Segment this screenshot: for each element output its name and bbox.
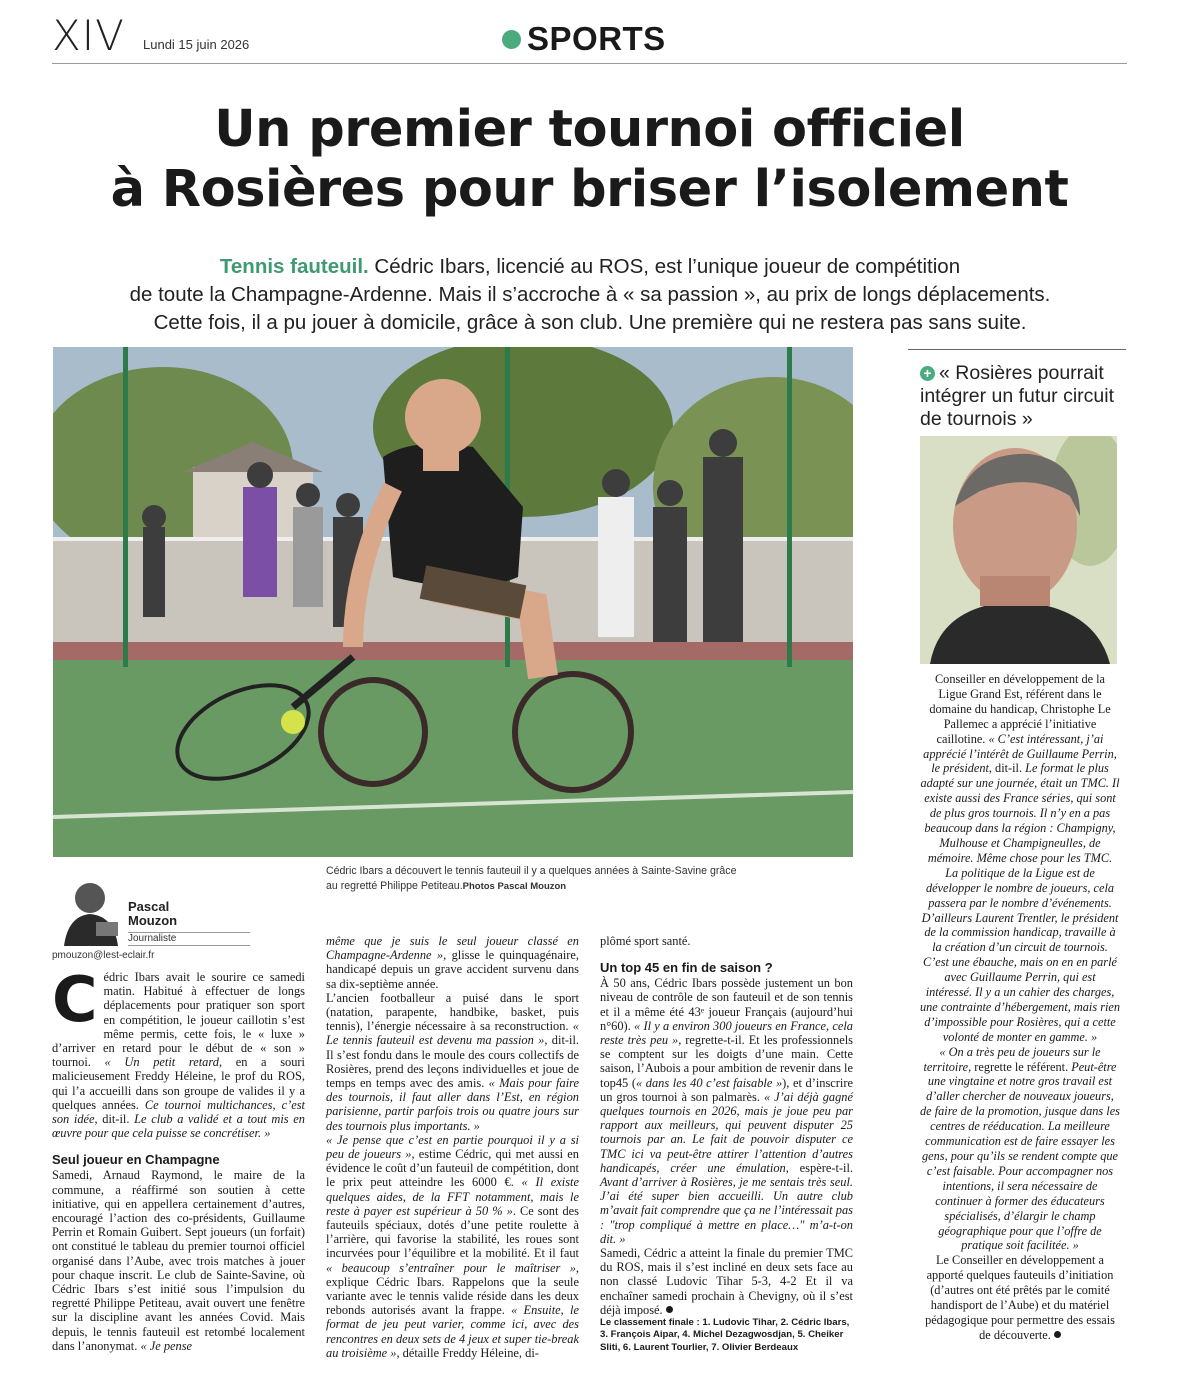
author-email[interactable]: pmouzon@lest-eclair.fr — [52, 950, 155, 961]
author-last-name: Mouzon — [128, 913, 178, 928]
sidebar-p1-quote: « C’est intéressant, j’ai apprécié l’intérêt de Guillaume Perrin, le président — [923, 731, 1117, 776]
article-column-1 — [52, 963, 306, 1353]
author-byline — [52, 872, 252, 962]
quote-run: « Il existe quelques aides, de la FFT notamment, mais le reste à payer est supérieur à 50 % » — [326, 1175, 579, 1218]
text-run: Samedi, Arnaud Raymond, le maire de la commune, a réaffirmé son soutien à cette initiative, qui en appellera certainement d’autres, encouragé l’action des co-présidents, Guillaume Perrin et Romain Guibert. Sept joueurs (un forfait) ont constitué le tableau du premier tournoi officiel organisé dans l’Aube, avec trois matches à jouer pour chaque inscrit. Le club de Sainte-Savine, où Cédric Ibars s’est initié sous l’impulsion du regretté Philippe Petiteau, avait ouvert une fenêtre sur la discipline avant les années Covid. Mais depuis, le tennis fauteuil est retombé localement dans l’anonymat. — [52, 1168, 305, 1353]
section-tag — [502, 20, 666, 58]
sidebar-p3-text: Le Conseiller en développement a apporté quelques fauteuils d’initiation (d’autres ont été prêtés par le comité handisport de l’Aube) et du matériel pédagogique pour permettre des essais de découverte. — [925, 1253, 1115, 1342]
author-photo — [56, 876, 126, 946]
photo-caption — [326, 864, 746, 894]
article-paragraph — [326, 991, 579, 1133]
headline-line-1: Un premier tournoi officiel — [214, 100, 965, 159]
text-run: , détaille Freddy Héleine, di- — [396, 1345, 539, 1360]
quote-run: « Ensuite, le format de jeu peut varier, comme ici, avec des rencontres en deux sets de 4 jeux et super tie-break au troisième » — [326, 1303, 579, 1360]
page-date: Lundi 15 juin 2026 — [143, 37, 250, 52]
quote-run: « dans les 40 c’est faisable » — [635, 1075, 783, 1090]
article-column-2 — [326, 934, 579, 1360]
section-label: SPORTS — [527, 20, 666, 57]
subheading-seul-joueur: Seul joueur en Champagne — [52, 1152, 220, 1168]
section-dot-icon — [502, 30, 521, 49]
lead-line-2: de toute la Champagne-Ardenne. Mais il s’accroche à « sa passion », au prix de longs déplacements. — [129, 283, 1051, 306]
christophe-le-pallemec-portrait — [920, 436, 1117, 664]
lead-paragraph — [80, 253, 1100, 337]
quote-run: « Un petit retard — [90, 1055, 219, 1070]
quote-run: Avant d’arriver à Rosières, je me sentais très seul. J’ai été super bien accueilli. Un autre club m’avait fait comprendre que ça ne l’intéressait pas : "trop compliqué à mettre en place…" m’a-t-on dit. » — [600, 1175, 853, 1246]
article-paragraph — [326, 934, 579, 991]
headline-line-2: à Rosières pour briser l’isolement — [110, 160, 1069, 219]
lead-kicker: Tennis fauteuil. — [219, 255, 369, 278]
sidebar-quote — [920, 362, 1125, 431]
main-photo — [53, 347, 853, 857]
quote-run: « Le tennis fauteuil est devenu ma passion » — [326, 1019, 579, 1048]
quote-run: « J’ai déjà gagné quelques tournois en 2026, mais je joue peu par rapport aux meilleurs, qui peuvent disputer 25 tournois par an. Le fait de pouvoir disputer ce TMC ici va peut-être attirer l’attention d’autres handicapés, créer une émulation — [600, 1089, 853, 1175]
sidebar-p2-quote: « On a très peu de joueurs sur le territoire — [923, 1044, 1101, 1074]
author-role: Journaliste — [128, 932, 250, 946]
subheading-top-45: Un top 45 en fin de saison ? — [600, 960, 773, 976]
quote-run: « Je pense — [137, 1338, 193, 1353]
author-name — [128, 900, 177, 928]
sidebar-rule — [908, 349, 1126, 350]
text-run: Samedi, Cédric a atteint la finale du premier TMC du ROS, mais il s’est incliné en deux sets face au non classé Ludovic Tihar 5-3, 4-2 Et il va enchaîner samedi prochain à Chevigny, où il s’est déjà imposé. — [600, 1246, 853, 1317]
text-run: , glisse le quinquagénaire, handicapé depuis un grave accident survenu dans sa dix-septième année. — [326, 948, 579, 991]
text-run: , estime Cédric, qui met aussi en évidence le coût d’un fauteuil de compétition, dont le prix peut atteindre les 6000 €. — [326, 1147, 579, 1190]
text-run: , dit-il. — [94, 1112, 130, 1127]
drop-cap: C — [52, 963, 98, 1036]
sidebar-paragraph-2 — [920, 1045, 1120, 1254]
text-run: , explique Cédric Ibars. Rappelons que la seule variante avec le tennis valide réside dans les deux rebonds autorisés avant la frappe. — [326, 1260, 579, 1318]
sidebar-text — [920, 672, 1120, 1343]
lead-line-1: Cédric Ibars, licencié au ROS, est l’unique joueur de compétition — [368, 255, 961, 278]
text-run: L’ancien footballeur a puisé dans le sport (natation, parapente, handbike, basket, puis tennis), l’énergie nécessaire à sa reconstruction. — [326, 990, 579, 1034]
sidebar-p2-mid: , regrette le référent. — [968, 1059, 1069, 1074]
plus-icon: + — [920, 366, 935, 381]
sidebar-paragraph-3 — [920, 1253, 1120, 1342]
page-header — [52, 12, 1127, 64]
article-paragraph — [52, 963, 306, 1141]
lead-line-3: Cette fois, il a pu jouer à domicile, grâce à son club. Une première qui ne restera pas sans suite. — [153, 311, 1027, 334]
quote-run: « Il y a environ 300 joueurs en France, cela reste très peu » — [600, 1018, 853, 1048]
text-run: À 50 ans, Cédric Ibars possède justement un bon niveau de contrôle de son fauteuil et de son tennis et il a même été 43ᵉ joueur Français (aujourd’hui n°60). — [600, 976, 853, 1033]
text-run: , dit-il. Il s’est fondu dans le moule des cours collectifs de Rosières, prend des leçons individuelles et joue de temps en temps avec des amis. — [326, 1033, 579, 1091]
sidebar-paragraph-1 — [920, 672, 1120, 1045]
sidebar-p1-tail: , dit-il. — [988, 761, 1023, 776]
photo-credit: Photos Pascal Mouzon — [462, 881, 567, 892]
article-paragraph — [52, 1168, 305, 1353]
end-dot-icon — [666, 1306, 673, 1313]
wheelchair-tennis-player-image — [53, 347, 853, 857]
sidebar-p2-quote-2: Peut-être une vingtaine et notre gros travail est d’aller chercher de nouveaux joueurs, de faire de la promotion, jusque dans les centres de rééducation. La meilleure communication est de faire essayer les gens, pour qu’ils se rendent compte que c’est faisable. Pour accompagner nos intentions, il sera nécessaire de continuer à former des éducateurs spécialisés, d’élargir le champ géographique pour que l’offre de pratique soit facilitée. » — [920, 1059, 1120, 1253]
author-portrait-icon — [56, 876, 126, 946]
end-dot-icon — [1054, 1331, 1061, 1338]
text-run: , en a souri malicieusement Freddy Héleine, le prof du ROS, qui l’a accueilli dans son groupe de valides il y a quelques années. — [52, 1055, 306, 1112]
quote-run: « beaucoup s’entraîner pour le maîtriser » — [326, 1260, 576, 1275]
sidebar-portrait — [920, 436, 1117, 664]
article-paragraph — [600, 976, 853, 1246]
sidebar-quote-text: « Rosières pourrait intégrer un futur circuit de tournois » — [920, 362, 1115, 430]
article-paragraph — [326, 1133, 579, 1360]
quote-run: « Je pense que c’est en partie pourquoi il y a si peu de joueurs » — [326, 1132, 579, 1162]
article-paragraph — [600, 1246, 853, 1317]
final-ranking: Le classement finale : 1. Ludovic Tihar, 2. Cédric Ibars, 3. François Aipar, 4. Michel Dezagwosdjan, 5. Cheiker Sliti, 6. Laurent Tourlier, 7. Olivier Berdeaux — [600, 1317, 850, 1353]
headline — [52, 100, 1127, 220]
quote-run: « Mais pour faire des tournois, il faut aller dans l’Est, en région parisienne, partir parfois trois ou quatre jours sur des tournois plus importants. » — [326, 1076, 580, 1133]
text-run: , regrette-t-il. Et les professionnels se comptent sur les doigts d’une main. Cette saison, l’Aubois a pour ambition de revenir dans le top45 ( — [600, 1033, 853, 1090]
text-run: . Ce sont des fauteuils spéciaux, dotés d’une petite roulette à l’arrière, qui favorise la stabilité, les roues sont incurvées pour l’équilibre et la mobilité. Et il faut — [326, 1203, 579, 1261]
article-paragraph: plômé sport santé. — [600, 934, 691, 948]
text-run: , espère-t-il. — [785, 1160, 853, 1175]
author-first-name: Pascal — [128, 899, 170, 914]
article-column-3 — [600, 934, 853, 1354]
sidebar-p1-quote-2: Le format le plus adapté sur une journée, était un TMC. Il existe aussi des France séries, qui sont de plus gros tournois. Il n’y en a pas beaucoup dans la région : Champigny, Mulhouse et Champigneulles, de mémoire. Même chose pour les TMC. La politique de la Ligue est de développer le nombre de joueurs, cela passera par le nombre d’événements. D’ailleurs Laurent Trentler, le président de la commission handicap, travaille à la création d’un circuit de tournois. C’est une ébauche, mais on en en parlé avec Guillaume Perrin, qui est intéressé. Il y a un cahier des charges, une contrainte d’hébergement, mais rien d’impossible pour Rosières, qui a cette volonté de monter en gamme. » — [920, 761, 1121, 1044]
sidebar-p1-text: Conseiller en développement de la Ligue Grand Est, référent dans le domaine du handicap, Christophe Le Pallemec a apprécié l’initiative caillotine. — [929, 672, 1111, 746]
caption-text: Cédric Ibars a découvert le tennis fauteuil il y a quelques années à Sainte-Savine grâce au regretté Philippe Petiteau. — [326, 865, 737, 892]
quote-run: Le club a validé et a tout mis en œuvre pour que cela puisse se concrétiser. » — [52, 1112, 305, 1141]
text-run: édric Ibars avait le sourire ce samedi matin. Habitué à effectuer de longs déplacements pour pratiquer son sport en compétition, le joueur caillotin s’est même permis, cette fois, le « luxe » d’arriver en retard pour le début de « son » tournoi. — [52, 970, 305, 1070]
text-run: ), et d’inscrire un gros tournoi à son palmarès. — [600, 1075, 853, 1104]
quote-run: même que je suis le seul joueur classé en Champagne-Ardenne » — [326, 934, 579, 963]
page-number: XIV — [52, 11, 125, 60]
quote-run: Ce tournoi multichances, c’est son idée — [52, 1097, 305, 1127]
